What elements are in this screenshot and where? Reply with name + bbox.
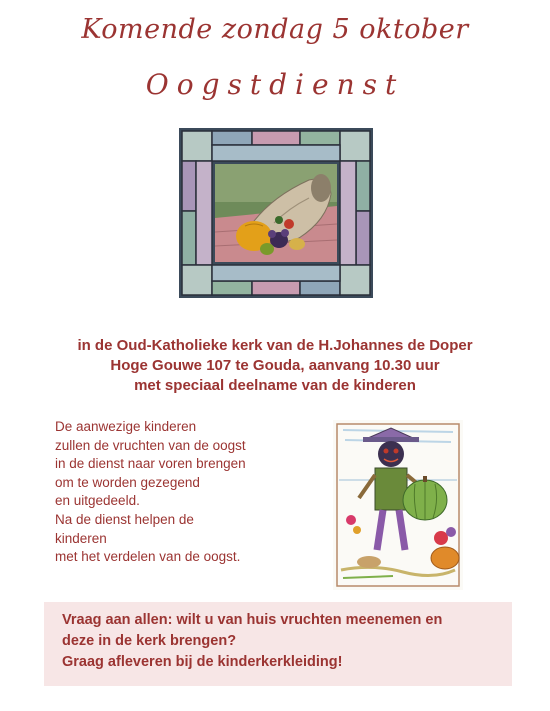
children-text-line: Na de dienst helpen de [55,511,194,527]
page-title: Komende zondag 5 oktober [81,14,469,45]
request-text [62,610,512,673]
request-line: deze in de kerk brengen? [62,633,237,649]
page-subtitle: Oogstdienst [145,68,405,101]
children-text-line: om te worden gezegend [55,474,200,490]
children-paragraph [55,418,315,567]
children-text-line: zullen de vruchten van de oogst [55,437,246,453]
children-text-line: kinderen [55,530,107,546]
service-address: Hoge Gouwe 107 te Gouda, aanvang 10.30 uur [110,357,440,374]
children-text-line: met het verdelen van de oogst. [55,549,241,565]
children-text-line: De aanwezige kinderen [55,419,197,434]
service-location: in de Oud-Katholieke kerk van de H.Johannes de Doper [77,337,473,354]
request-line: Vraag aan allen: wilt u van huis vruchten meenemen en [62,612,443,628]
children-text-line: in de dienst naar voren brengen [55,456,246,472]
service-details [0,336,550,396]
child-drawing-image [333,420,463,590]
cornucopia-stained-glass-image [179,128,373,298]
request-line: Graag afleveren bij de kinderkerkleiding! [62,654,343,670]
children-text-line: en uitgedeeld. [55,493,140,509]
service-note: met speciaal deelname van de kinderen [134,377,416,394]
